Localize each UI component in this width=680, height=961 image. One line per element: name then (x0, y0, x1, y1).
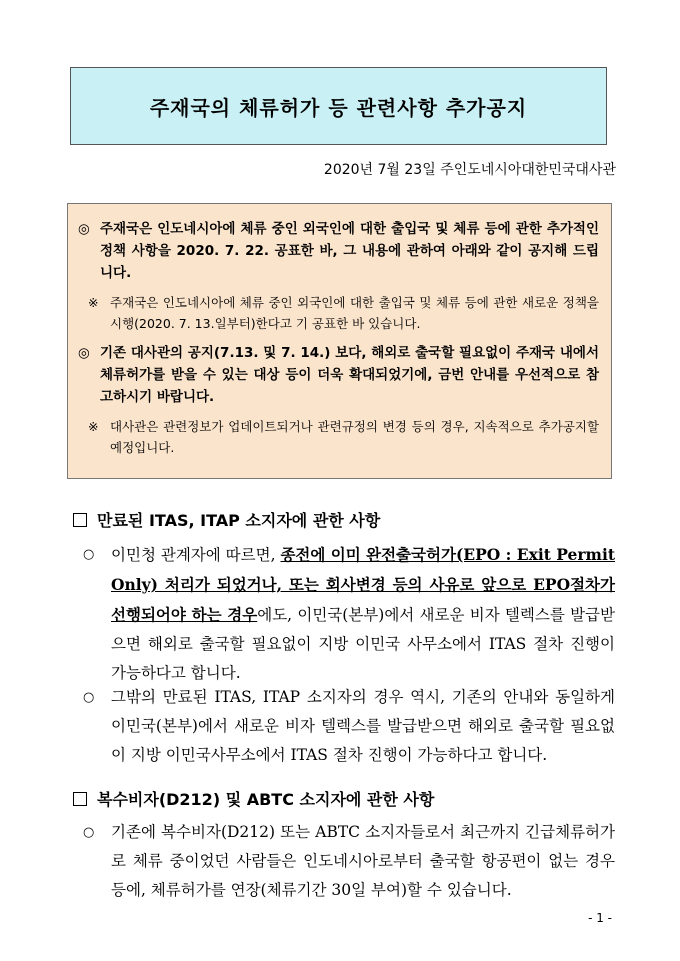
paragraph (83, 683, 615, 770)
paragraph (83, 818, 615, 905)
circle-bullet-icon: ○ (83, 690, 95, 705)
paragraph-text: 기존에 복수비자(D212) 또는 ABTC 소지자들로서 최근까지 긴급체류허가로 체류 중이었던 사람들은 인도네시아로부터 출국할 항공편이 없는 경우 등에, 체류허가를 연장(체류기간 30일 부여)할 수 있습니다. (111, 823, 615, 899)
reference-mark-icon: ※ (88, 295, 99, 310)
notice-item (78, 342, 599, 408)
notice-item-text: 주재국은 인도네시아에 체류 중인 외국인에 대한 출입국 및 체류 등에 관한 추가적인 정책 사항을 2020. 7. 22. 공표한 바, 그 내용에 관하여 아래와 같이 공지해 드립니다. (100, 221, 599, 281)
dateline: 2020년 7월 23일 주인도네시아대한민국대사관 (323, 162, 616, 178)
paragraph-text-part: 이민청 관계자에 따르면, (111, 546, 281, 564)
paragraph (83, 540, 615, 688)
notice-item (78, 218, 599, 284)
title-box (70, 67, 607, 145)
notice-box (67, 203, 612, 479)
section-heading-text: 복수비자(D212) 및 ABTC 소지자에 관한 사항 (97, 790, 435, 809)
notice-subnote (78, 416, 599, 458)
circle-bullet-icon: ○ (83, 825, 95, 840)
section-heading-text: 만료된 ITAS, ITAP 소지자에 관한 사항 (97, 511, 381, 530)
paragraph-text-part: 에도, 이민국(본부)에서 새로운 비자 텔렉스를 발급받으면 해외로 출국할 필요없이 지방 이민국 사무소에서 ITAS 절차 진행이 가능하다고 합니다. (111, 606, 615, 682)
section-heading (73, 508, 380, 531)
page-number: - 1 - (588, 911, 612, 925)
double-circle-icon: ◎ (78, 345, 90, 361)
notice-subnote (78, 292, 599, 334)
notice-item-text: 기존 대사관의 공지(7.13. 및 7. 14.) 보다, 해외로 출국할 필요없이 주재국 내에서 체류허가를 받을 수 있는 대상 등이 더욱 확대되었기에, 금번 안내를 우선적으로 참고하시기 바랍니다. (100, 345, 599, 405)
double-circle-icon: ◎ (78, 221, 90, 237)
circle-bullet-icon: ○ (83, 547, 95, 562)
page-title: 주재국의 체류허가 등 관련사항 추가공지 (149, 95, 528, 120)
emphasized-text: 종전에 이미 완전출국허가(EPO : Exit Permit Only) 처리가 되었거나, 또는 회사변경 등의 사유로 앞으로 EPO절차가 선행되어야 하는 경우 (111, 545, 615, 624)
square-bullet-icon (73, 513, 87, 527)
notice-subnote-text: 주재국은 인도네시아에 체류 중인 외국인에 대한 출입국 및 체류 등에 관한 새로운 정책을 시행(2020. 7. 13.일부터)한다고 기 공표한 바 있습니다. (110, 295, 599, 331)
section-heading (73, 787, 434, 810)
paragraph-text: 그밖의 만료된 ITAS, ITAP 소지자의 경우 역시, 기존의 안내와 동일하게 이민국(본부)에서 새로운 비자 텔렉스를 발급받으면 해외로 출국할 필요없이 지방 이민국사무소에서 ITAS 절차 진행이 가능하다고 합니다. (111, 688, 615, 764)
square-bullet-icon (73, 792, 87, 806)
reference-mark-icon: ※ (88, 419, 99, 434)
notice-subnote-text: 대사관은 관련정보가 업데이트되거나 관련규정의 변경 등의 경우, 지속적으로 추가공지할 예정입니다. (110, 419, 599, 455)
paragraph-text (111, 540, 615, 688)
